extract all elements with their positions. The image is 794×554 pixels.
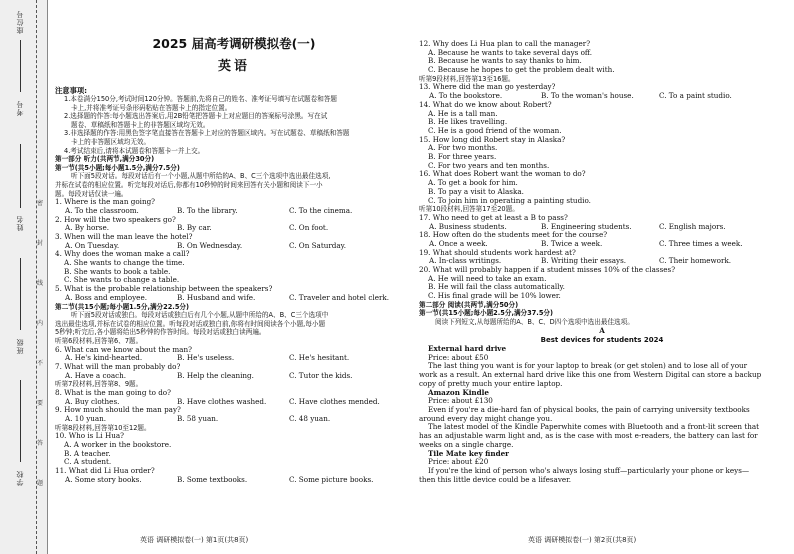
- question-5: [55, 285, 413, 302]
- note-line: 3.非选择题的作答:用黑色签字笔直接答在答题卡上对应的答题区域内。写在试题卷、草稿纸和答题: [64, 129, 350, 138]
- device-text: The latest model of the Kindle Paperwhite comes with Bluetooth and a front-lit screen that: [428, 422, 760, 432]
- option-b[interactable]: B. On Wednesday.: [177, 240, 243, 250]
- option-a[interactable]: A. She wants to change the time.: [64, 258, 185, 268]
- question-stem: 20. What will probably happen if a student misses 10% of the classes?: [419, 265, 676, 275]
- option-a[interactable]: A. By horse.: [65, 223, 110, 233]
- reading-instruction: 阅读下列短文,从每题所给的A、B、C、D四个选项中选出最佳选项。: [435, 318, 634, 327]
- question-1: [55, 198, 413, 215]
- option-c[interactable]: C. 48 yuan.: [289, 414, 331, 424]
- question-19: [419, 249, 785, 266]
- question-stem: 19. What should students work hardest at?: [419, 247, 576, 257]
- option-b[interactable]: B. Writing their essays.: [541, 256, 627, 266]
- option-a[interactable]: A. For two months.: [428, 143, 498, 153]
- seal-char: 线: [37, 280, 44, 287]
- option-a[interactable]: A. Once a week.: [429, 238, 488, 248]
- question-15: [419, 136, 785, 171]
- option-b[interactable]: B. He will fail the class automatically.: [428, 282, 565, 292]
- question-stem: 1. Where is the man going?: [55, 197, 156, 207]
- subject-title: 英语: [217, 59, 250, 74]
- section1-heading: 第一节(共5小题;每小题1.5分,满分7.5分): [55, 163, 180, 172]
- device-name: Tile Mate key finder: [428, 448, 509, 458]
- note-line: 2.选择题的作答:每小题选出答案后,用2B铅笔把答题卡上对应题目的答案标号涂黑。写在试: [64, 112, 328, 121]
- device-price: Price: about £130: [428, 396, 493, 406]
- question-6: [55, 346, 413, 363]
- seat-label: 座位号: [16, 10, 24, 34]
- note-line: 1.本卷满分150分,考试时间120分钟。答题前,先将自己的姓名、准考证号填写在试题卷和答题: [64, 95, 338, 103]
- name-line: [20, 144, 21, 208]
- option-b[interactable]: B. Engineering students.: [541, 221, 632, 231]
- question-9: [55, 406, 413, 423]
- option-b[interactable]: B. Because he wants to say thanks to him.: [428, 56, 582, 66]
- question-17: [419, 214, 785, 231]
- option-c[interactable]: C. On foot.: [289, 223, 329, 233]
- seal-char: 内: [37, 320, 44, 327]
- seal-char: 题: [37, 480, 44, 487]
- question-3: [55, 233, 413, 250]
- reading-section1-heading: 第一节(共15小题;每小题2.5分,满分37.5分): [419, 309, 554, 318]
- question-4: [55, 250, 413, 285]
- question-stem: 13. Where did the man go yesterday?: [419, 82, 556, 92]
- listening-lead: 听第8段材料,回答第10至12题。: [55, 423, 151, 432]
- note-line: 题卷、草稿纸和答题卡上的非答题区域均无效。: [71, 120, 210, 129]
- option-a[interactable]: A. On Tuesday.: [65, 240, 120, 250]
- device-text: then this little device could be a lifesaver.: [419, 474, 572, 484]
- device-text: has an adjustable warm light and, as is the case with most e-readers, the battery can last for: [419, 431, 758, 441]
- seal-char: 要: [37, 400, 44, 407]
- seal-char: 封: [37, 240, 44, 247]
- question-13: [419, 83, 785, 100]
- question-stem: 7. What will the man probably do?: [55, 361, 181, 371]
- option-b[interactable]: B. Husband and wife.: [177, 292, 256, 302]
- question-18: [419, 231, 785, 248]
- page-2: [419, 40, 785, 484]
- option-b[interactable]: B. She wants to book a table.: [64, 266, 171, 276]
- listening-lead: 听第10段材料,回答第17至20题。: [419, 205, 519, 214]
- school-line: [20, 380, 21, 462]
- question-7: [55, 363, 413, 380]
- question-stem: 2. How will the two speakers go?: [55, 214, 176, 224]
- device-text: The last thing you want is for your laptop to break (or get stolen) and to lose all of your: [428, 361, 748, 371]
- option-c[interactable]: C. He is a good friend of the woman.: [428, 125, 562, 135]
- question-16: [419, 170, 785, 205]
- device-name: External hard drive: [428, 344, 507, 354]
- option-a[interactable]: A. 10 yuan.: [65, 414, 107, 424]
- option-b[interactable]: B. Some textbooks.: [177, 474, 248, 484]
- question-stem: 5. What is the probable relationship between the speakers?: [55, 284, 273, 294]
- device-text: work as a result. An external hard drive like this one from Western Digital can store a backup: [419, 370, 762, 380]
- option-b[interactable]: B. To pay a visit to Alaska.: [428, 186, 524, 196]
- question-10: [55, 432, 413, 467]
- option-b[interactable]: B. He's useless.: [177, 353, 235, 363]
- option-c[interactable]: C. To the cinema.: [289, 205, 353, 215]
- question-stem: 11. What did Li Hua order?: [55, 466, 155, 476]
- option-a[interactable]: A. In-class writings.: [429, 256, 502, 266]
- option-b[interactable]: B. 58 yuan.: [177, 414, 219, 424]
- question-stem: 4. Why does the woman make a call?: [55, 249, 190, 259]
- part1-heading: 第一部分 听力(共两节,满分30分): [55, 155, 155, 164]
- question-stem: 16. What does Robert want the woman to do?: [419, 169, 586, 179]
- school-label: 学校: [16, 470, 24, 486]
- instruction-line: 选出最佳选项,并标在试卷的相应位置。听每段对话或独白前,你将有时间阅读各个小题,每小题: [55, 319, 326, 328]
- option-b[interactable]: B. For three years.: [428, 152, 497, 162]
- option-a[interactable]: A. To the classroom.: [65, 205, 139, 215]
- question-stem: 17. Who need to get at least a B to pass?: [419, 212, 568, 222]
- exam-title: 2025 届高考调研模拟卷(一): [152, 36, 316, 51]
- option-a[interactable]: A. He is a tall man.: [428, 108, 498, 118]
- device-item: [419, 450, 785, 485]
- question-stem: 15. How long did Robert stay in Alaska?: [419, 134, 566, 144]
- option-b[interactable]: B. To the library.: [177, 205, 238, 215]
- question-stem: 12. Why does Li Hua plan to call the manager?: [419, 39, 591, 48]
- device-price: Price: about £20: [428, 457, 489, 467]
- option-a[interactable]: A. Business students.: [429, 221, 507, 231]
- question-stem: 8. What is the man going to do?: [55, 387, 171, 397]
- page-footer: 英语 调研模拟卷(一) 第2页(共8页): [528, 536, 637, 544]
- option-c[interactable]: C. Have clothes mended.: [289, 396, 380, 406]
- exam-no-label: 考号: [16, 100, 24, 116]
- option-c[interactable]: C. Traveler and hotel clerk.: [289, 292, 390, 302]
- option-c[interactable]: C. For two years and ten months.: [428, 160, 550, 170]
- option-b[interactable]: B. He likes travelling.: [428, 117, 508, 127]
- question-stem: 18. How often do the students meet for the course?: [419, 230, 608, 240]
- option-a[interactable]: A. He will need to take an exam.: [428, 273, 547, 283]
- question-stem: 9. How much should the man pay?: [55, 405, 181, 415]
- option-a[interactable]: A. Buy clothes.: [65, 396, 120, 406]
- option-c[interactable]: C. He's hesitant.: [289, 353, 350, 363]
- passage-title: Best devices for students 2024: [540, 336, 664, 345]
- question-14: [419, 101, 785, 136]
- question-8: [55, 389, 413, 406]
- seal-char: 不: [37, 360, 44, 367]
- option-a[interactable]: A. Have a coach.: [65, 370, 127, 380]
- option-c[interactable]: C. English majors.: [659, 221, 726, 231]
- notes-heading: 注意事项:: [55, 86, 88, 95]
- option-c[interactable]: C. On Saturday.: [289, 240, 347, 250]
- option-c[interactable]: C. A student.: [64, 457, 112, 467]
- device-text: Even if you're a die-hard fan of physical books, the pain of carrying university textbooks: [428, 404, 750, 414]
- device-item: [419, 345, 785, 389]
- listening-lead: 听第7段材料,回答第8、9题。: [55, 380, 143, 389]
- option-c[interactable]: C. Tutor the kids.: [289, 370, 353, 380]
- option-a[interactable]: A. Boss and employee.: [65, 292, 147, 302]
- option-c[interactable]: C. She wants to change a table.: [64, 275, 180, 285]
- device-item: [419, 389, 785, 450]
- seal-char: 答: [37, 440, 44, 447]
- instruction-line: 并标在试卷的相应位置。听完每段对话后,你都有10秒钟的时间来回答有关小题和阅读下一小: [55, 180, 323, 189]
- section2-heading: 第二节(共15小题;每小题1.5分,满分22.5分): [55, 302, 190, 311]
- seal-line: [36, 0, 43, 554]
- question-stem: 10. Who is Li Hua?: [55, 431, 125, 441]
- option-a[interactable]: A. A worker in the bookstore.: [64, 440, 172, 450]
- page-footer: 英语 调研模拟卷(一) 第1页(共8页): [140, 536, 249, 544]
- passage-letter: A: [599, 325, 605, 335]
- option-c[interactable]: C. Some picture books.: [289, 474, 374, 484]
- option-a[interactable]: A. To the bookstore.: [429, 91, 503, 101]
- class-line: [20, 258, 21, 330]
- instruction-line: 5秒钟;听完后,各小题将给出5秒钟的作答时间。每段对话或独白读两遍。: [55, 328, 266, 337]
- option-a[interactable]: A. He's kind-hearted.: [65, 353, 143, 363]
- option-b[interactable]: B. Help the cleaning.: [177, 370, 254, 380]
- instruction-line: 听下面5段对话或独白。每段对话或独白后有几个小题,从题中所给的A、B、C三个选项中: [71, 311, 329, 320]
- listening-lead: 听第9段材料,回答第13至16题。: [419, 74, 515, 83]
- class-label: 班级: [16, 338, 24, 354]
- instruction-line: 题。每段对话仅读一遍。: [55, 189, 128, 198]
- device-name: Amazon Kindle: [428, 387, 489, 397]
- option-b[interactable]: B. Have clothes washed.: [177, 396, 267, 406]
- question-stem: 14. What do we know about Robert?: [419, 99, 552, 109]
- option-c[interactable]: C. Because he hopes to get the problem dealt with.: [428, 65, 615, 75]
- instruction-line: 听下面5段对话。每段对话后有一个小题,从题中所给的A、B、C三个选项中选出最佳选项,: [71, 172, 331, 181]
- option-b[interactable]: B. By car.: [177, 223, 212, 233]
- option-c[interactable]: C. His final grade will be 10% lower.: [428, 291, 561, 301]
- seal-char: 密: [37, 200, 44, 207]
- question-11: [55, 467, 413, 484]
- listening-lead: 听第6段材料,回答第6、7题。: [55, 336, 143, 345]
- device-price: Price: about £50: [428, 352, 489, 362]
- question-12: [419, 40, 785, 75]
- device-text: copy of pretty much your entire laptop.: [419, 378, 563, 388]
- device-text: around every day might change you.: [419, 413, 553, 423]
- option-a[interactable]: A. To get a book for him.: [428, 178, 518, 188]
- page-1: [55, 36, 413, 485]
- option-a[interactable]: A. Because he wants to take several days off.: [428, 47, 593, 57]
- option-c[interactable]: C. To join him in operating a painting studio.: [428, 195, 591, 205]
- option-c[interactable]: C. Their homework.: [659, 256, 732, 266]
- option-a[interactable]: A. Some story books.: [65, 474, 142, 484]
- question-2: [55, 216, 413, 233]
- device-text: If you're the kind of person who's always losing stuff—particularly your phone or keys—: [428, 465, 750, 475]
- option-b[interactable]: B. To the woman's house.: [541, 91, 634, 101]
- question-stem: 3. When will the man leave the hotel?: [55, 231, 193, 241]
- name-label: 姓名: [16, 215, 24, 231]
- part2-heading: 第二部分 阅读(共两节,满分50分): [419, 300, 519, 309]
- question-20: [419, 266, 785, 301]
- option-c[interactable]: C. To a paint studio.: [659, 91, 732, 101]
- option-b[interactable]: B. Twice a week.: [541, 238, 603, 248]
- question-stem: 6. What can we know about the man?: [55, 344, 192, 354]
- note-line: 4.考试结束后,请将本试题卷和答题卡一并上交。: [64, 146, 205, 155]
- note-line: 卡上的非答题区域均无效。: [71, 137, 151, 146]
- exam-no-line: [20, 40, 21, 92]
- option-c[interactable]: C. Three times a week.: [659, 238, 743, 248]
- note-line: 卡上,并将准考证号条形码粘贴在答题卡上的指定位置。: [71, 103, 232, 112]
- option-b[interactable]: B. A teacher.: [64, 448, 111, 458]
- device-text: weeks on a single charge.: [419, 439, 514, 449]
